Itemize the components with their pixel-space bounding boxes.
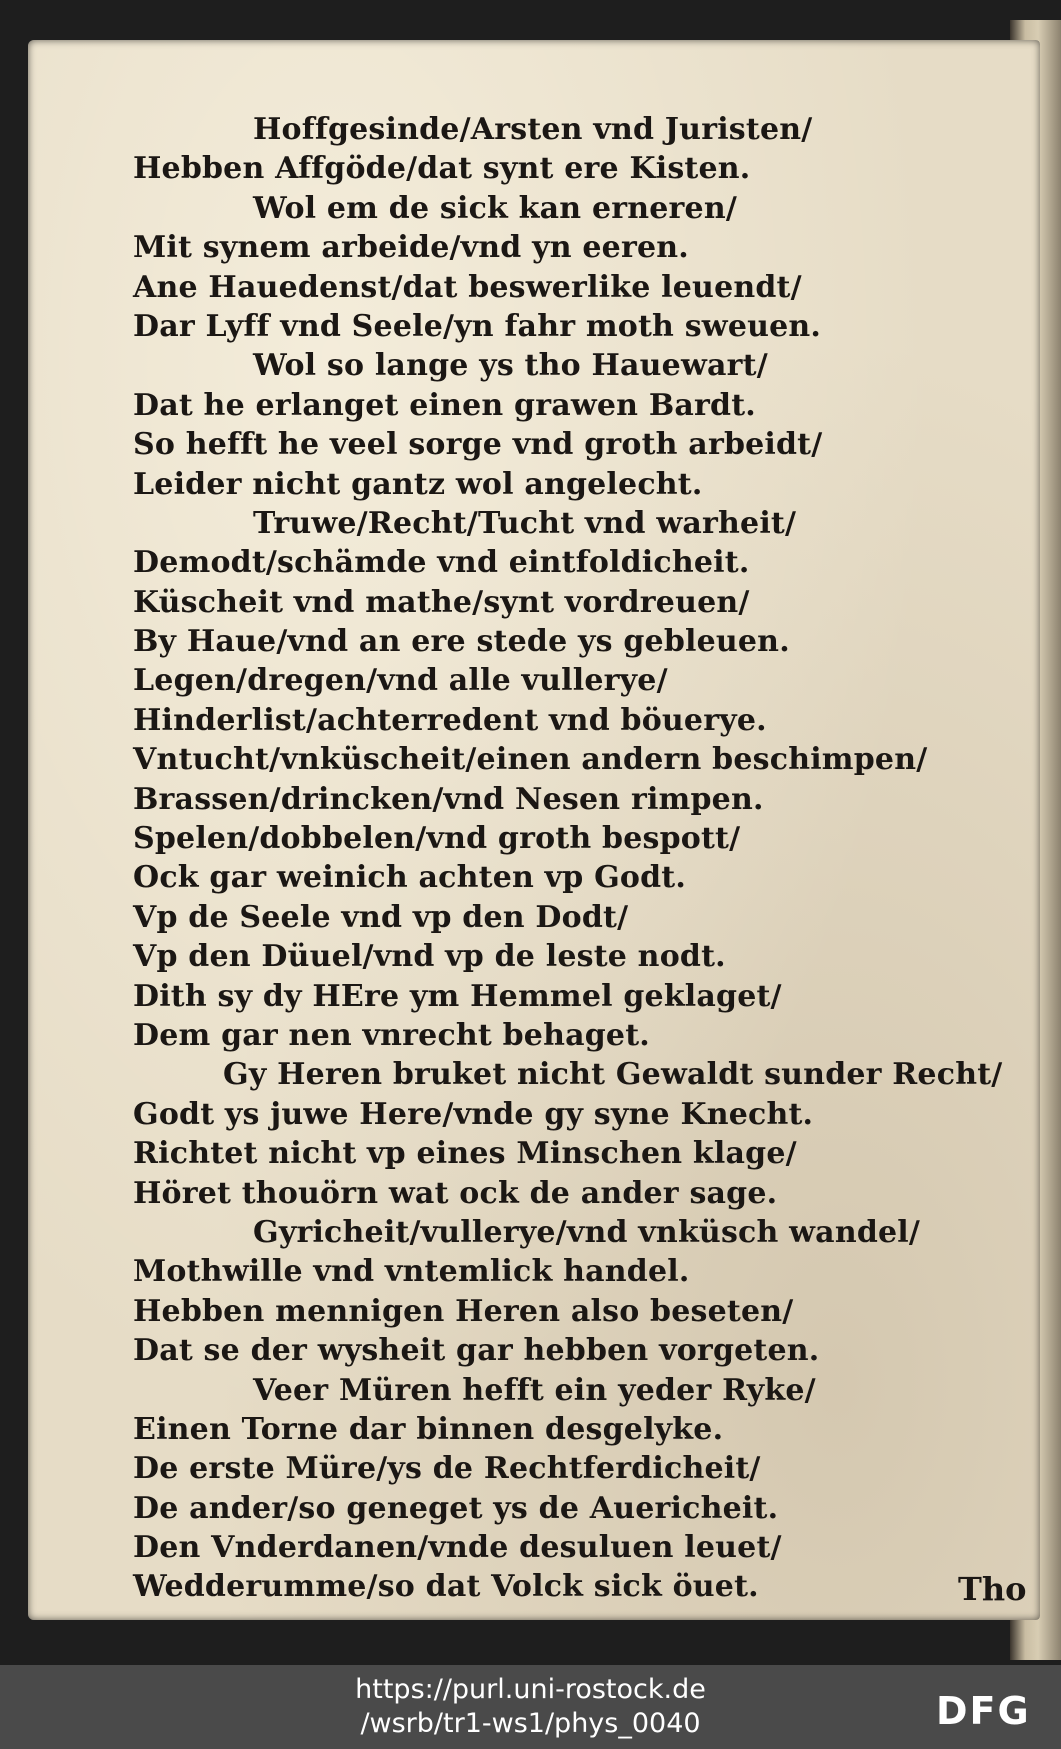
text-line: Dem gar nen vnrecht behaget.: [133, 1017, 650, 1053]
text-line: Brassen/drincken/vnd Nesen rimpen.: [133, 781, 764, 817]
text-line: Gy Heren bruket nicht Gewaldt sunder Recht/: [223, 1057, 1003, 1093]
permalink-line-1[interactable]: https://purl.uni-rostock.de: [355, 1674, 706, 1705]
text-line: Legen/dregen/vnd alle vullerye/: [133, 663, 668, 699]
text-line: Höret thouörn wat ock de ander sage.: [133, 1175, 778, 1211]
text-line: Wol em de sick kan erneren/: [253, 190, 737, 226]
text-line: Hebben Affgöde/dat synt ere Kisten.: [133, 151, 751, 187]
text-line: Veer Müren hefft ein yeder Ryke/: [253, 1372, 816, 1408]
text-line: By Haue/vnd an ere stede ys gebleuen.: [133, 624, 790, 660]
text-line: Ane Hauedenst/dat beswerlike leuendt/: [133, 269, 802, 305]
text-line: Vp de Seele vnd vp den Dodt/: [133, 899, 629, 935]
text-line: Richtet nicht vp eines Minschen klage/: [133, 1136, 797, 1172]
text-line: Dar Lyff vnd Seele/yn fahr moth sweuen.: [133, 308, 822, 344]
text-line: Truwe/Recht/Tucht vnd warheit/: [253, 505, 797, 541]
text-line: Küscheit vnd mathe/synt vordreuen/: [133, 584, 750, 620]
text-line: Godt ys juwe Here/vnde gy syne Knecht.: [133, 1096, 814, 1132]
text-line: Dith sy dy HEre ym Hemmel geklaget/: [133, 978, 782, 1014]
text-line: Mothwille vnd vntemlick handel.: [133, 1254, 690, 1290]
text-line: Wedderumme/so dat Volck sick öuet.: [133, 1569, 759, 1605]
text-line: Hebben mennigen Heren also beseten/: [133, 1293, 794, 1329]
text-line: Einen Torne dar binnen desgelyke.: [133, 1411, 724, 1447]
text-line: Hinderlist/achterredent vnd böuerye.: [133, 702, 767, 738]
text-line: Demodt/schämde vnd eintfoldicheit.: [133, 545, 750, 581]
text-line: De ander/so geneget ys de Auericheit.: [133, 1490, 779, 1526]
text-line: Vntucht/vnküscheit/einen andern beschimpen/: [133, 742, 928, 778]
poem-text-block: [133, 110, 1053, 1607]
text-line: De erste Müre/ys de Rechtferdicheit/: [133, 1451, 761, 1487]
text-line: Ock gar weinich achten vp Godt.: [133, 860, 687, 896]
permalink-line-2[interactable]: /wsrb/tr1-ws1/phys_0040: [360, 1708, 701, 1739]
dfg-logo: DFG: [936, 1689, 1031, 1733]
text-line: Dat he erlanget einen grawen Bardt.: [133, 387, 756, 423]
text-line: Hoffgesinde/Arsten vnd Juristen/: [253, 112, 813, 147]
text-line: Den Vnderdanen/vnde desuluen leuet/: [133, 1530, 782, 1566]
text-line: Wol so lange ys tho Hauewart/: [253, 348, 768, 384]
text-line: Mit synem arbeide/vnd yn eeren.: [133, 230, 689, 266]
permalink[interactable]: [0, 1673, 1061, 1741]
text-line: Dat se der wysheit gar hebben vorgeten.: [133, 1333, 820, 1369]
text-line: Gyricheit/vullerye/vnd vnküsch wandel/: [253, 1214, 921, 1250]
text-line: So hefft he veel sorge vnd groth arbeidt/: [133, 427, 823, 463]
catchword: Tho: [958, 1570, 1027, 1608]
text-line: Leider nicht gantz wol angelecht.: [133, 466, 703, 502]
text-line: Vp den Düuel/vnd vp de leste nodt.: [133, 939, 726, 975]
text-line: Spelen/dobbelen/vnd groth bespott/: [133, 821, 741, 857]
book-page: [28, 40, 1040, 1620]
footer-bar: [0, 1665, 1061, 1749]
